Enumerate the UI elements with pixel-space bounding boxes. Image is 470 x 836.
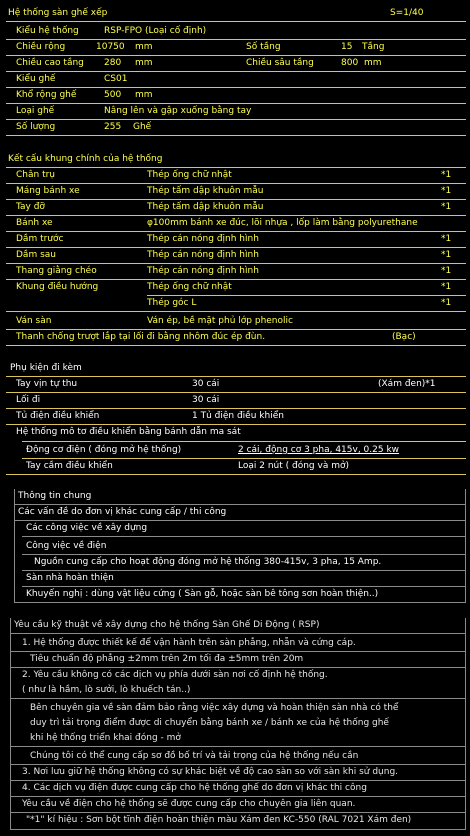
tiers-unit: Tầng: [362, 42, 385, 52]
frame-item-material: Thép cán nóng định hình: [147, 250, 259, 260]
divider: [10, 764, 466, 765]
divider: [6, 392, 466, 393]
divider: [14, 520, 466, 521]
seat-width-value: 500: [104, 90, 122, 100]
accessory-note: (Xám đen)*1: [378, 379, 436, 389]
control-handle-value: Loại 2 nút ( đóng và mở): [238, 461, 349, 471]
divider: [22, 586, 466, 587]
accessory-value: 30 cái: [192, 395, 220, 405]
frame-item-material: Thép góc L: [147, 298, 197, 308]
divider: [6, 376, 466, 377]
divider: [22, 441, 466, 442]
divider: [14, 489, 15, 603]
requirement-line: duy trì tải trọng điểm được di chuyển bằng bánh xe / bánh xe của hệ thống ghế: [30, 718, 389, 728]
requirement-line: Tiêu chuẩn độ phẳng ±2mm trên 2m tối đa ±5mm trên 20m: [30, 654, 304, 664]
requirement-line: Chúng tôi có thể cung cấp sơ đồ bố trí và tải trọng của hệ thống nếu cần: [30, 751, 359, 761]
frame-item-material: Thép cán nóng định hình: [147, 234, 259, 244]
spec-title: Hệ thống sàn ghế xếp: [8, 8, 108, 18]
frame-item-note: *1: [441, 250, 452, 260]
system-type-label: Kiểu hệ thống: [16, 26, 79, 36]
requirement-line: ( như là hầm, lò sưởi, lò khuếch tán..): [22, 685, 191, 695]
divider: [6, 345, 466, 346]
tier-depth-label: Chiều sâu tầng: [246, 58, 314, 68]
requirement-line: 4. Các dịch vụ điện được cung cấp cho hệ thống ghế do đơn vị khác thi công: [22, 783, 367, 793]
frame-item-note: *1: [441, 202, 452, 212]
control-handle-name: Tay cầm điều khiển: [26, 461, 113, 471]
general-line: Sàn nhà hoàn thiện: [26, 573, 114, 583]
accessory-value: 1 Tủ điện điều khiển: [192, 411, 284, 421]
scale-label: S=1/40: [390, 8, 424, 18]
frame-item-note: *1: [441, 186, 452, 196]
divider: [22, 536, 466, 537]
accessory-name: Tủ điện điều khiển: [16, 411, 100, 421]
anti-slip-rail-text: Thanh chống trượt lắp tại lối đi bằng nhôm đúc ép đùn.: [16, 332, 266, 342]
frame-item-note: *1: [441, 170, 452, 180]
divider: [10, 796, 466, 797]
divider: [14, 602, 466, 603]
frame-item-note: *1: [441, 298, 452, 308]
divider: [6, 21, 466, 22]
general-line: Nguồn cung cấp cho hoạt động đóng mở hệ thống 380-415v, 3 pha, 15 Amp.: [34, 557, 382, 567]
footnote: "*1" kí hiệu : Sơn bột tĩnh điện hoàn thiện màu Xám đen KC-550 (RAL 7021 Xám đen): [26, 815, 412, 825]
divider: [10, 618, 11, 830]
divider: [22, 458, 466, 459]
accessories-title: Phụ kiện đi kèm: [10, 363, 82, 373]
frame-item-note: *1: [441, 282, 452, 292]
frame-item-material: φ100mm bánh xe đúc, lõi nhựa , lốp làm bằng polyurethane: [147, 218, 418, 228]
divider: [10, 746, 466, 747]
tier-depth-value: 800: [341, 58, 359, 68]
divider: [6, 263, 466, 264]
divider: [22, 554, 466, 555]
seat-width-label: Khổ rộng ghế: [16, 90, 77, 100]
frame-item-material: Thép tấm dập khuôn mẫu: [147, 186, 264, 196]
requirements-title: Yêu cầu kỹ thuật về xây dựng cho hệ thống Sàn Ghế Di Động ( RSP): [14, 620, 320, 630]
tiers-label: Số tầng: [246, 42, 281, 52]
requirement-line: 2. Yêu cầu không có các dịch vụ phía dưới sàn nơi cố định hệ thống.: [22, 670, 328, 680]
frame-item-material: Ván ép, bề mặt phủ lớp phenolic: [147, 316, 293, 326]
divider: [6, 103, 466, 104]
divider: [22, 570, 466, 571]
divider: [10, 651, 466, 652]
width-label: Chiều rộng: [16, 42, 66, 52]
frame-item-material: Thép cán nóng định hình: [147, 266, 259, 276]
divider: [6, 424, 466, 425]
frame-item-name: Dầm sau: [16, 250, 56, 260]
frame-title: Kết cấu khung chính của hệ thống: [8, 154, 163, 164]
frame-item-name: Khung điều hướng: [16, 282, 99, 292]
divider: [465, 618, 466, 830]
quantity-value: 255: [104, 122, 122, 132]
divider: [6, 71, 466, 72]
divider: [465, 489, 466, 603]
divider: [10, 667, 466, 668]
divider: [6, 311, 466, 312]
seat-type-value: CS01: [104, 74, 128, 84]
divider: [6, 408, 466, 409]
divider: [6, 119, 466, 120]
frame-item-material: Thép ống chữ nhật: [147, 282, 232, 292]
requirement-line: Yêu cầu về điện cho hệ thống sẽ được cung cấp cho chuyên gia liên quan.: [22, 799, 356, 809]
divider: [6, 39, 466, 40]
frame-item-name: Tay đỡ: [16, 202, 45, 212]
frame-item-name: Máng bánh xe: [16, 186, 80, 196]
divider: [10, 780, 466, 781]
general-line: Các công việc về xây dựng: [26, 523, 148, 533]
system-type-value: RSP-FPO (Loại cố định): [104, 26, 207, 36]
divider: [6, 199, 466, 200]
accessory-name: Tay vịn tự thu: [16, 379, 78, 389]
seat-kind-label: Loại ghế: [16, 106, 55, 116]
motor-system-title: Hệ thống mô tơ điều khiển bằng bánh dẫn ma sát: [16, 427, 241, 437]
divider: [10, 812, 466, 813]
requirement-line: 3. Nơi lưu giữ hệ thống không có sự khác biệt về độ cao sàn so với sàn khi sử dụng.: [22, 767, 399, 777]
frame-item-name: Dầm trước: [16, 234, 64, 244]
anti-slip-rail-note: (Bạc): [392, 332, 416, 342]
divider: [6, 55, 466, 56]
divider: [6, 87, 466, 88]
quantity-label: Số lượng: [16, 122, 56, 132]
frame-item-note: *1: [441, 266, 452, 276]
accessory-name: Lối đi: [16, 395, 41, 405]
divider: [6, 279, 466, 280]
divider: [10, 829, 466, 830]
divider: [10, 633, 466, 634]
tier-height-label: Chiều cao tầng: [16, 58, 84, 68]
divider: [14, 504, 466, 505]
divider: [6, 183, 466, 184]
requirement-line: Bên chuyên gia về sàn đảm bảo rằng việc xây dựng và hoàn thiện sàn nhà có thể: [30, 703, 399, 713]
frame-item-name: Chân trụ: [16, 170, 56, 180]
general-line: Công việc về điện: [26, 541, 107, 551]
divider: [6, 329, 466, 330]
general-line: Các vấn đề do đơn vị khác cung cấp / thi công: [18, 507, 227, 517]
frame-item-name: Ván sàn: [16, 316, 52, 326]
quantity-unit: Ghế: [133, 122, 152, 132]
general-line: Khuyến nghị : dùng vật liệu cứng ( Sàn gỗ, hoặc sàn bê tông sơn hoàn thiện..): [26, 589, 379, 599]
tiers-value: 15: [341, 42, 353, 52]
divider: [6, 247, 466, 248]
divider: [6, 167, 466, 168]
accessory-value: 30 cái: [192, 379, 220, 389]
divider: [6, 474, 466, 475]
tier-height-unit: mm: [135, 58, 153, 68]
frame-item-note: *1: [441, 234, 452, 244]
divider: [6, 135, 466, 136]
tier-depth-unit: mm: [364, 58, 382, 68]
general-title: Thông tin chung: [18, 491, 92, 501]
frame-item-material: Thép tấm dập khuôn mẫu: [147, 202, 264, 212]
divider: [10, 698, 466, 699]
seat-kind-value: Nâng lên và gập xuống bằng tay: [104, 106, 252, 116]
frame-item-name: Thang giằng chéo: [16, 266, 97, 276]
divider: [6, 231, 466, 232]
tier-height-value: 280: [104, 58, 122, 68]
seat-type-label: Kiểu ghế: [16, 74, 56, 84]
width-unit: mm: [135, 42, 153, 52]
seat-width-unit: mm: [135, 90, 153, 100]
width-value: 10750: [96, 42, 125, 52]
requirement-line: 1. Hệ thống được thiết kế để vận hành trên sàn phẳng, nhẵn và cứng cáp.: [22, 638, 356, 648]
divider: [6, 215, 466, 216]
motor-value: 2 cái, động cơ 3 pha, 415v, 0.25 kw: [238, 445, 400, 455]
divider: [147, 295, 466, 296]
frame-item-material: Thép ống chữ nhật: [147, 170, 232, 180]
motor-name: Động cơ điện ( đóng mở hệ thống): [26, 445, 182, 455]
requirement-line: khi hệ thống triển khai đóng - mở: [30, 733, 181, 743]
frame-item-name: Bánh xe: [16, 218, 53, 228]
